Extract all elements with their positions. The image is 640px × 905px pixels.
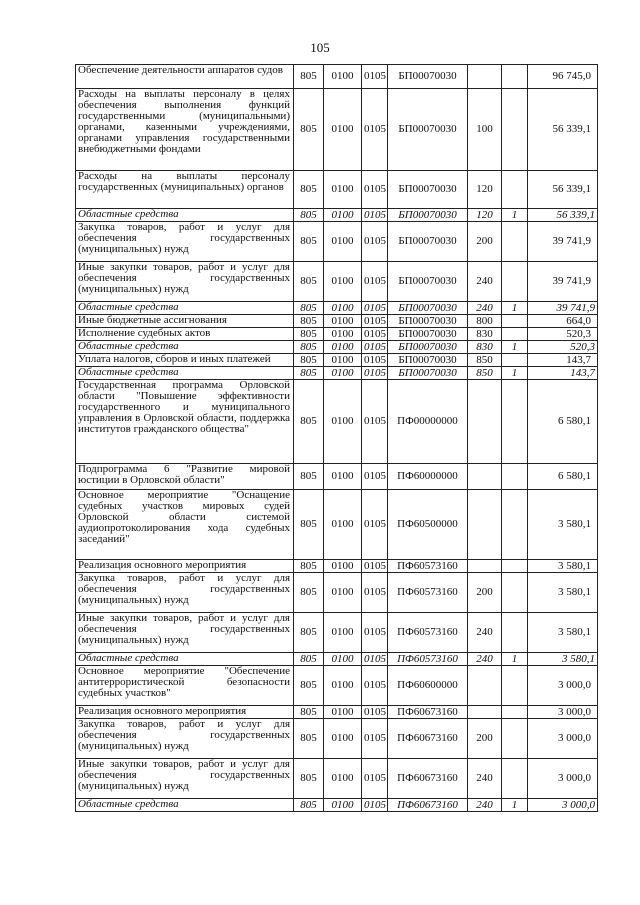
expense-type-cell: 100 bbox=[468, 89, 502, 171]
subsection-code-cell: 0105 bbox=[362, 706, 388, 719]
section-code-cell: 0100 bbox=[324, 89, 362, 171]
amount-cell: 143,7 bbox=[528, 354, 598, 367]
row-name-cell: Иные бюджетные ассигнования bbox=[76, 315, 294, 328]
expense-type-cell: 240 bbox=[468, 613, 502, 653]
subsection-code-cell: 0105 bbox=[362, 328, 388, 341]
row-name-cell: Областные средства bbox=[76, 367, 294, 380]
funding-source-cell bbox=[502, 666, 528, 706]
admin-code-cell: 805 bbox=[294, 222, 324, 262]
amount-cell: 3 580,1 bbox=[528, 613, 598, 653]
amount-cell: 39 741,9 bbox=[528, 302, 598, 315]
funding-source-cell bbox=[502, 354, 528, 367]
admin-code-cell: 805 bbox=[294, 315, 324, 328]
row-name-cell: Закупка товаров, работ и услуг для обеспечения государственных (муниципальных) нужд bbox=[76, 719, 294, 759]
row-name-cell: Областные средства bbox=[76, 653, 294, 666]
expense-type-cell bbox=[468, 380, 502, 464]
amount-cell: 56 339,1 bbox=[528, 171, 598, 209]
section-code-cell: 0100 bbox=[324, 328, 362, 341]
subsection-code-cell: 0105 bbox=[362, 380, 388, 464]
table-row bbox=[76, 653, 598, 666]
section-code-cell: 0100 bbox=[324, 490, 362, 560]
section-code-cell: 0100 bbox=[324, 464, 362, 490]
amount-cell: 56 339,1 bbox=[528, 89, 598, 171]
section-code-cell: 0100 bbox=[324, 719, 362, 759]
table-row bbox=[76, 613, 598, 653]
target-article-cell: БП00070030 bbox=[388, 65, 468, 89]
row-name-cell: Иные закупки товаров, работ и услуг для обеспечения государственных (муниципальных) нужд bbox=[76, 759, 294, 799]
amount-cell: 39 741,9 bbox=[528, 262, 598, 302]
funding-source-cell bbox=[502, 719, 528, 759]
target-article-cell: БП00070030 bbox=[388, 341, 468, 354]
admin-code-cell: 805 bbox=[294, 341, 324, 354]
subsection-code-cell: 0105 bbox=[362, 464, 388, 490]
admin-code-cell: 805 bbox=[294, 380, 324, 464]
amount-cell: 520,3 bbox=[528, 341, 598, 354]
target-article-cell: ПФ60673160 bbox=[388, 719, 468, 759]
section-code-cell: 0100 bbox=[324, 666, 362, 706]
table-row bbox=[76, 573, 598, 613]
section-code-cell: 0100 bbox=[324, 65, 362, 89]
funding-source-cell bbox=[502, 706, 528, 719]
table-row bbox=[76, 302, 598, 315]
table-row bbox=[76, 328, 598, 341]
amount-cell: 3 580,1 bbox=[528, 560, 598, 573]
target-article-cell: БП00070030 bbox=[388, 315, 468, 328]
row-name-cell: Обеспечение деятельности аппаратов судов bbox=[76, 65, 294, 89]
table-row bbox=[76, 315, 598, 328]
funding-source-cell: 1 bbox=[502, 209, 528, 222]
funding-source-cell bbox=[502, 171, 528, 209]
section-code-cell: 0100 bbox=[324, 302, 362, 315]
funding-source-cell bbox=[502, 560, 528, 573]
funding-source-cell bbox=[502, 613, 528, 653]
target-article-cell: БП00070030 bbox=[388, 171, 468, 209]
admin-code-cell: 805 bbox=[294, 490, 324, 560]
expense-type-cell: 120 bbox=[468, 209, 502, 222]
row-name-cell: Иные закупки товаров, работ и услуг для обеспечения государственных (муниципальных) нужд bbox=[76, 262, 294, 302]
row-name-cell: Подпрограмма 6 "Развитие мировой юстиции в Орловской области" bbox=[76, 464, 294, 490]
section-code-cell: 0100 bbox=[324, 367, 362, 380]
admin-code-cell: 805 bbox=[294, 354, 324, 367]
funding-source-cell bbox=[502, 222, 528, 262]
subsection-code-cell: 0105 bbox=[362, 560, 388, 573]
admin-code-cell: 805 bbox=[294, 328, 324, 341]
section-code-cell: 0100 bbox=[324, 380, 362, 464]
expense-type-cell: 240 bbox=[468, 799, 502, 812]
admin-code-cell: 805 bbox=[294, 799, 324, 812]
funding-source-cell bbox=[502, 464, 528, 490]
amount-cell: 96 745,0 bbox=[528, 65, 598, 89]
amount-cell: 6 580,1 bbox=[528, 464, 598, 490]
funding-source-cell bbox=[502, 262, 528, 302]
section-code-cell: 0100 bbox=[324, 354, 362, 367]
subsection-code-cell: 0105 bbox=[362, 759, 388, 799]
table-row bbox=[76, 464, 598, 490]
expense-type-cell: 240 bbox=[468, 262, 502, 302]
target-article-cell: ПФ00000000 bbox=[388, 380, 468, 464]
table-row bbox=[76, 367, 598, 380]
target-article-cell: БП00070030 bbox=[388, 354, 468, 367]
expense-type-cell: 240 bbox=[468, 759, 502, 799]
section-code-cell: 0100 bbox=[324, 315, 362, 328]
section-code-cell: 0100 bbox=[324, 560, 362, 573]
section-code-cell: 0100 bbox=[324, 613, 362, 653]
table-row bbox=[76, 560, 598, 573]
target-article-cell: ПФ60573160 bbox=[388, 613, 468, 653]
target-article-cell: БП00070030 bbox=[388, 209, 468, 222]
target-article-cell: ПФ60573160 bbox=[388, 560, 468, 573]
subsection-code-cell: 0105 bbox=[362, 573, 388, 613]
row-name-cell: Закупка товаров, работ и услуг для обеспечения государственных (муниципальных) нужд bbox=[76, 222, 294, 262]
target-article-cell: ПФ60673160 bbox=[388, 706, 468, 719]
subsection-code-cell: 0105 bbox=[362, 613, 388, 653]
subsection-code-cell: 0105 bbox=[362, 666, 388, 706]
target-article-cell: БП00070030 bbox=[388, 262, 468, 302]
funding-source-cell bbox=[502, 490, 528, 560]
amount-cell: 3 580,1 bbox=[528, 490, 598, 560]
table-row bbox=[76, 209, 598, 222]
target-article-cell: БП00070030 bbox=[388, 222, 468, 262]
page-number: 105 bbox=[310, 40, 330, 55]
section-code-cell: 0100 bbox=[324, 171, 362, 209]
subsection-code-cell: 0105 bbox=[362, 171, 388, 209]
amount-cell: 3 000,0 bbox=[528, 666, 598, 706]
expense-type-cell: 830 bbox=[468, 328, 502, 341]
table-row bbox=[76, 65, 598, 89]
funding-source-cell bbox=[502, 380, 528, 464]
funding-source-cell bbox=[502, 328, 528, 341]
table-row bbox=[76, 490, 598, 560]
amount-cell: 6 580,1 bbox=[528, 380, 598, 464]
table-row bbox=[76, 341, 598, 354]
expense-type-cell: 120 bbox=[468, 171, 502, 209]
admin-code-cell: 805 bbox=[294, 613, 324, 653]
table-row bbox=[76, 666, 598, 706]
target-article-cell: БП00070030 bbox=[388, 89, 468, 171]
admin-code-cell: 805 bbox=[294, 262, 324, 302]
subsection-code-cell: 0105 bbox=[362, 262, 388, 302]
subsection-code-cell: 0105 bbox=[362, 653, 388, 666]
admin-code-cell: 805 bbox=[294, 706, 324, 719]
expense-type-cell: 830 bbox=[468, 341, 502, 354]
table-row bbox=[76, 380, 598, 464]
row-name-cell: Областные средства bbox=[76, 341, 294, 354]
budget-table bbox=[75, 64, 598, 812]
row-name-cell: Расходы на выплаты персоналу в целях обеспечения выполнения функций государственными (муниципальными) органами, казенными учреждениями, органами управления государственными внебюджетными фондами bbox=[76, 89, 294, 171]
target-article-cell: ПФ60673160 bbox=[388, 799, 468, 812]
amount-cell: 3 580,1 bbox=[528, 573, 598, 613]
table-row bbox=[76, 222, 598, 262]
target-article-cell: БП00070030 bbox=[388, 328, 468, 341]
section-code-cell: 0100 bbox=[324, 706, 362, 719]
expense-type-cell bbox=[468, 65, 502, 89]
expense-type-cell: 200 bbox=[468, 222, 502, 262]
target-article-cell: ПФ60573160 bbox=[388, 653, 468, 666]
amount-cell: 3 000,0 bbox=[528, 706, 598, 719]
section-code-cell: 0100 bbox=[324, 222, 362, 262]
row-name-cell: Основное мероприятие "Оснащение судебных участков мировых судей Орловской области системой аудиопротоколирования хода судебных заседаний" bbox=[76, 490, 294, 560]
expense-type-cell bbox=[468, 464, 502, 490]
funding-source-cell: 1 bbox=[502, 341, 528, 354]
section-code-cell: 0100 bbox=[324, 759, 362, 799]
admin-code-cell: 805 bbox=[294, 367, 324, 380]
admin-code-cell: 805 bbox=[294, 666, 324, 706]
row-name-cell: Реализация основного мероприятия bbox=[76, 560, 294, 573]
table-row bbox=[76, 354, 598, 367]
row-name-cell: Областные средства bbox=[76, 799, 294, 812]
table-row bbox=[76, 89, 598, 171]
funding-source-cell bbox=[502, 65, 528, 89]
row-name-cell: Исполнение судебных актов bbox=[76, 328, 294, 341]
target-article-cell: БП00070030 bbox=[388, 302, 468, 315]
section-code-cell: 0100 bbox=[324, 209, 362, 222]
row-name-cell: Реализация основного мероприятия bbox=[76, 706, 294, 719]
expense-type-cell: 240 bbox=[468, 653, 502, 666]
funding-source-cell: 1 bbox=[502, 799, 528, 812]
expense-type-cell bbox=[468, 490, 502, 560]
amount-cell: 3 000,0 bbox=[528, 799, 598, 812]
admin-code-cell: 805 bbox=[294, 65, 324, 89]
amount-cell: 3 000,0 bbox=[528, 719, 598, 759]
amount-cell: 39 741,9 bbox=[528, 222, 598, 262]
admin-code-cell: 805 bbox=[294, 209, 324, 222]
table-row bbox=[76, 759, 598, 799]
table-row bbox=[76, 719, 598, 759]
amount-cell: 143,7 bbox=[528, 367, 598, 380]
target-article-cell: ПФ60573160 bbox=[388, 573, 468, 613]
target-article-cell: ПФ60600000 bbox=[388, 666, 468, 706]
expense-type-cell: 200 bbox=[468, 573, 502, 613]
subsection-code-cell: 0105 bbox=[362, 89, 388, 171]
row-name-cell: Основное мероприятие "Обеспечение антитеррористической безопасности судебных участков" bbox=[76, 666, 294, 706]
section-code-cell: 0100 bbox=[324, 573, 362, 613]
row-name-cell: Областные средства bbox=[76, 302, 294, 315]
subsection-code-cell: 0105 bbox=[362, 65, 388, 89]
budget-table-body bbox=[76, 65, 598, 812]
funding-source-cell bbox=[502, 759, 528, 799]
funding-source-cell: 1 bbox=[502, 367, 528, 380]
subsection-code-cell: 0105 bbox=[362, 367, 388, 380]
admin-code-cell: 805 bbox=[294, 573, 324, 613]
row-name-cell: Закупка товаров, работ и услуг для обеспечения государственных (муниципальных) нужд bbox=[76, 573, 294, 613]
admin-code-cell: 805 bbox=[294, 653, 324, 666]
subsection-code-cell: 0105 bbox=[362, 315, 388, 328]
funding-source-cell bbox=[502, 315, 528, 328]
expense-type-cell bbox=[468, 706, 502, 719]
admin-code-cell: 805 bbox=[294, 89, 324, 171]
expense-type-cell bbox=[468, 560, 502, 573]
funding-source-cell bbox=[502, 89, 528, 171]
amount-cell: 664,0 bbox=[528, 315, 598, 328]
subsection-code-cell: 0105 bbox=[362, 490, 388, 560]
section-code-cell: 0100 bbox=[324, 262, 362, 302]
target-article-cell: ПФ60673160 bbox=[388, 759, 468, 799]
expense-type-cell: 850 bbox=[468, 354, 502, 367]
subsection-code-cell: 0105 bbox=[362, 222, 388, 262]
amount-cell: 520,3 bbox=[528, 328, 598, 341]
row-name-cell: Государственная программа Орловской области "Повышение эффективности государственного и муниципального управления в Орловской области, поддержка институтов гражданского общества" bbox=[76, 380, 294, 464]
row-name-cell: Областные средства bbox=[76, 209, 294, 222]
amount-cell: 3 580,1 bbox=[528, 653, 598, 666]
target-article-cell: БП00070030 bbox=[388, 367, 468, 380]
subsection-code-cell: 0105 bbox=[362, 719, 388, 759]
funding-source-cell: 1 bbox=[502, 302, 528, 315]
table-row bbox=[76, 706, 598, 719]
section-code-cell: 0100 bbox=[324, 341, 362, 354]
expense-type-cell: 240 bbox=[468, 302, 502, 315]
expense-type-cell: 800 bbox=[468, 315, 502, 328]
expense-type-cell: 850 bbox=[468, 367, 502, 380]
expense-type-cell: 200 bbox=[468, 719, 502, 759]
table-row bbox=[76, 171, 598, 209]
admin-code-cell: 805 bbox=[294, 560, 324, 573]
admin-code-cell: 805 bbox=[294, 171, 324, 209]
expense-type-cell bbox=[468, 666, 502, 706]
subsection-code-cell: 0105 bbox=[362, 209, 388, 222]
target-article-cell: ПФ60000000 bbox=[388, 464, 468, 490]
admin-code-cell: 805 bbox=[294, 302, 324, 315]
subsection-code-cell: 0105 bbox=[362, 341, 388, 354]
row-name-cell: Иные закупки товаров, работ и услуг для обеспечения государственных (муниципальных) нужд bbox=[76, 613, 294, 653]
subsection-code-cell: 0105 bbox=[362, 302, 388, 315]
section-code-cell: 0100 bbox=[324, 799, 362, 812]
target-article-cell: ПФ60500000 bbox=[388, 490, 468, 560]
amount-cell: 3 000,0 bbox=[528, 759, 598, 799]
funding-source-cell bbox=[502, 573, 528, 613]
admin-code-cell: 805 bbox=[294, 464, 324, 490]
table-row bbox=[76, 799, 598, 812]
amount-cell: 56 339,1 bbox=[528, 209, 598, 222]
subsection-code-cell: 0105 bbox=[362, 799, 388, 812]
funding-source-cell: 1 bbox=[502, 653, 528, 666]
admin-code-cell: 805 bbox=[294, 719, 324, 759]
subsection-code-cell: 0105 bbox=[362, 354, 388, 367]
row-name-cell: Уплата налогов, сборов и иных платежей bbox=[76, 354, 294, 367]
table-row bbox=[76, 262, 598, 302]
row-name-cell: Расходы на выплаты персоналу государственных (муниципальных) органов bbox=[76, 171, 294, 209]
section-code-cell: 0100 bbox=[324, 653, 362, 666]
admin-code-cell: 805 bbox=[294, 759, 324, 799]
